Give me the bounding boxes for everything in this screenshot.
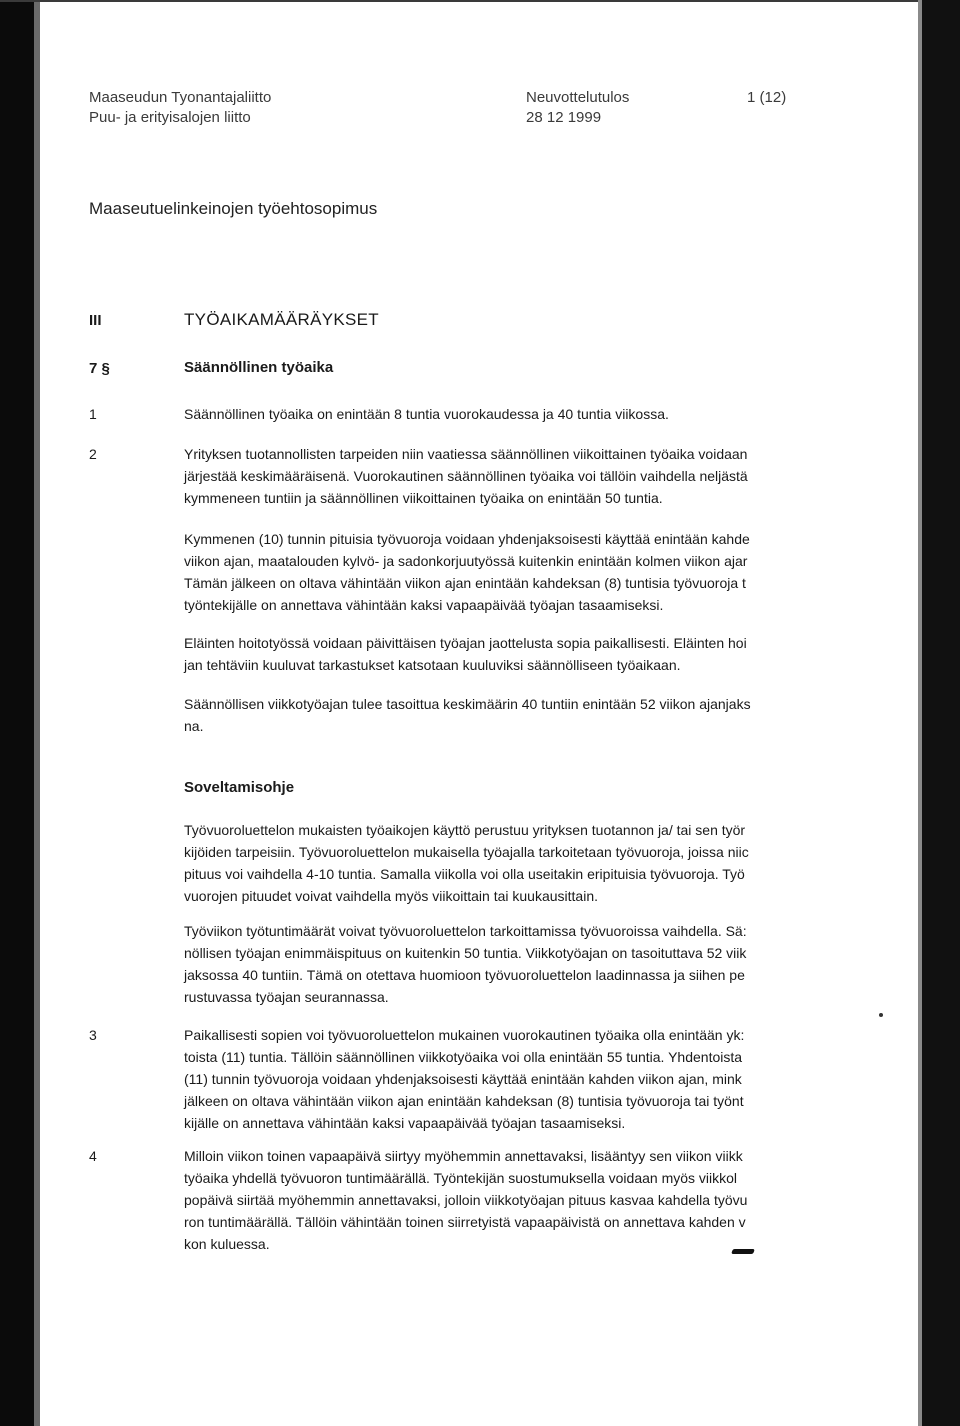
paragraph-1 xyxy=(184,403,669,425)
scan-border-left xyxy=(0,0,34,1426)
paragraph-2d xyxy=(184,693,751,737)
scan-border-shadow xyxy=(34,0,40,1426)
paragraph-line: popäivä siirtää myöhemmin annettavaksi, jolloin viikkotyöajan pituus kasvaa kahdella työvu xyxy=(184,1192,748,1208)
section-title: Säännöllinen työaika xyxy=(184,359,334,376)
paragraph-number: 1 xyxy=(89,406,97,422)
paragraph-line: vuorojen pituudet voivat vaihdella myös viikoittain tai kuukausittain. xyxy=(184,888,599,904)
paragraph-line: Työvuoroluettelon mukaisten työaikojen käyttö perustuu yrityksen tuotannon ja/ tai sen työr xyxy=(184,822,746,838)
paragraph-number: 3 xyxy=(89,1027,97,1043)
paragraph-line: Milloin viikon toinen vapaapäivä siirtyy myöhemmin annettavaksi, lisääntyy sen viikon viikk xyxy=(184,1148,743,1164)
header-org-line2: Puu- ja erityisalojen liitto xyxy=(89,109,251,126)
section-number: 7 § xyxy=(89,360,110,377)
paragraph-line: kon kuluessa. xyxy=(184,1236,270,1252)
header-org xyxy=(89,88,271,128)
paragraph-line: jan tehtäviin kuuluvat tarkastukset katsotaan kuuluviksi säännölliseen työaikaan. xyxy=(184,657,681,673)
scan-border-top xyxy=(0,0,960,2)
guide-paragraph-2 xyxy=(184,920,747,1008)
header-org-line1: Maaseudun Tyonantajaliitto xyxy=(89,89,272,106)
header-page-number: 1 (12) xyxy=(747,89,787,106)
paragraph-line: työntekijälle on annettava vähintään kaksi vapaapäivää työajan tasaamiseksi. xyxy=(184,597,664,613)
chapter-number: III xyxy=(89,312,102,329)
paragraph-4 xyxy=(184,1145,747,1255)
paragraph-2b xyxy=(184,528,750,616)
paragraph-line: Tämän jälkeen on oltava vähintään viikon ajan enintään kahdeksan (8) tuntisia työvuoroja t xyxy=(184,575,746,591)
paragraph-line: Eläinten hoitotyössä voidaan päivittäisen työajan jaottelusta sopia paikallisesti. Eläinten hoi xyxy=(184,635,747,651)
paragraph-line: kymmeneen tuntiin ja säännöllinen viikoittainen työaika on enintään 50 tuntia. xyxy=(184,490,663,506)
paragraph-line: ron tuntimäärällä. Tällöin vähintään toinen siirretyistä vapaapäivistä on annettava kahden v xyxy=(184,1214,746,1230)
paragraph-line: jaksossa 40 tuntiin. Tämä on otettava huomioon työvuoroluettelon laadinnassa ja siihen pe xyxy=(184,967,745,983)
paragraph-line: Yrityksen tuotannollisten tarpeiden niin vaatiessa säännöllinen viikoittainen työaika voidaan xyxy=(184,446,748,462)
paragraph-line: järjestää keskimääräisenä. Vuorokautinen säännöllinen työaika voi tällöin vaihdella neljästä xyxy=(184,468,748,484)
paragraph-line: Säännöllinen työaika on enintään 8 tuntia vuorokaudessa ja 40 tuntia viikossa. xyxy=(184,406,669,422)
paragraph-2c xyxy=(184,632,747,676)
paragraph-line: rustuvassa työajan seurannassa. xyxy=(184,989,389,1005)
paragraph-line: kijöiden tarpeisiin. Työvuoroluettelon mukaisella työajalla tarkoitetaan työvuoroja, joissa niic xyxy=(184,844,749,860)
scan-speck xyxy=(879,1013,883,1017)
guide-paragraph-1 xyxy=(184,819,749,907)
paragraph-line: jälkeen on oltava vähintään viikon ajan enintään kahdeksan (8) tuntisia työvuoroja tai työnt xyxy=(184,1093,744,1109)
paragraph-number: 2 xyxy=(89,446,97,462)
paragraph-2 xyxy=(184,443,748,509)
document-title: Maaseutuelinkeinojen työehtosopimus xyxy=(89,199,378,218)
paragraph-line: pituus voi vaihdella 4-10 tuntia. Samalla viikolla voi olla useitakin eripituisia työvuoroja. Työ xyxy=(184,866,745,882)
chapter-title: TYÖAIKAMÄÄRÄYKSET xyxy=(184,310,379,329)
scan-border-right-shadow xyxy=(918,0,922,1426)
header-date: 28 12 1999 xyxy=(526,109,602,126)
header-doc-type: Neuvottelutulos xyxy=(526,89,630,106)
paragraph-line: Työviikon työtuntimäärät voivat työvuoroluettelon tarkoittamissa työvuoroissa vaihdella. Sä: xyxy=(184,923,747,939)
paragraph-line: Säännöllisen viikkotyöajan tulee tasoittua keskimäärin 40 tuntiin enintään 52 viikon ajanjaks xyxy=(184,696,751,712)
paragraph-line: Paikallisesti sopien voi työvuoroluettelon mukainen vuorokautinen työaika olla enintään yk: xyxy=(184,1027,745,1043)
header-doc xyxy=(526,88,629,128)
page-continue-mark xyxy=(731,1249,755,1254)
paragraph-line: kijälle on annettava vähintään kaksi vapaapäivää työajan tasaamiseksi. xyxy=(184,1115,626,1131)
paragraph-3 xyxy=(184,1024,744,1134)
application-guide-heading: Soveltamisohje xyxy=(184,779,295,796)
scan-border-right xyxy=(922,0,960,1426)
paragraph-line: Kymmenen (10) tunnin pituisia työvuoroja voidaan yhdenjaksoisesti käyttää enintään kahde xyxy=(184,531,750,547)
paragraph-number: 4 xyxy=(89,1148,97,1164)
paragraph-line: toista (11) tuntia. Tällöin säännöllinen viikkotyöaika voi olla enintään 55 tuntia. Yhdentoista xyxy=(184,1049,743,1065)
paragraph-line: na. xyxy=(184,718,204,734)
paragraph-line: nöllisen työajan enimmäispituus on kuitenkin 50 tuntia. Viikkotyöajan on tasoituttava 52 viik xyxy=(184,945,747,961)
paragraph-line: viikon ajan, maatalouden kylvö- ja sadonkorjuutyössä kuitenkin enintään kolmen viikon ajar xyxy=(184,553,748,569)
paragraph-line: (11) tunnin työvuoroja voidaan yhdenjaksoisesti käyttää enintään kahden viikon ajan, mink xyxy=(184,1071,742,1087)
paragraph-line: työaika yhdellä työvuoron tuntimäärällä. Työntekijän suostumuksella voidaan myös viikkol xyxy=(184,1170,738,1186)
